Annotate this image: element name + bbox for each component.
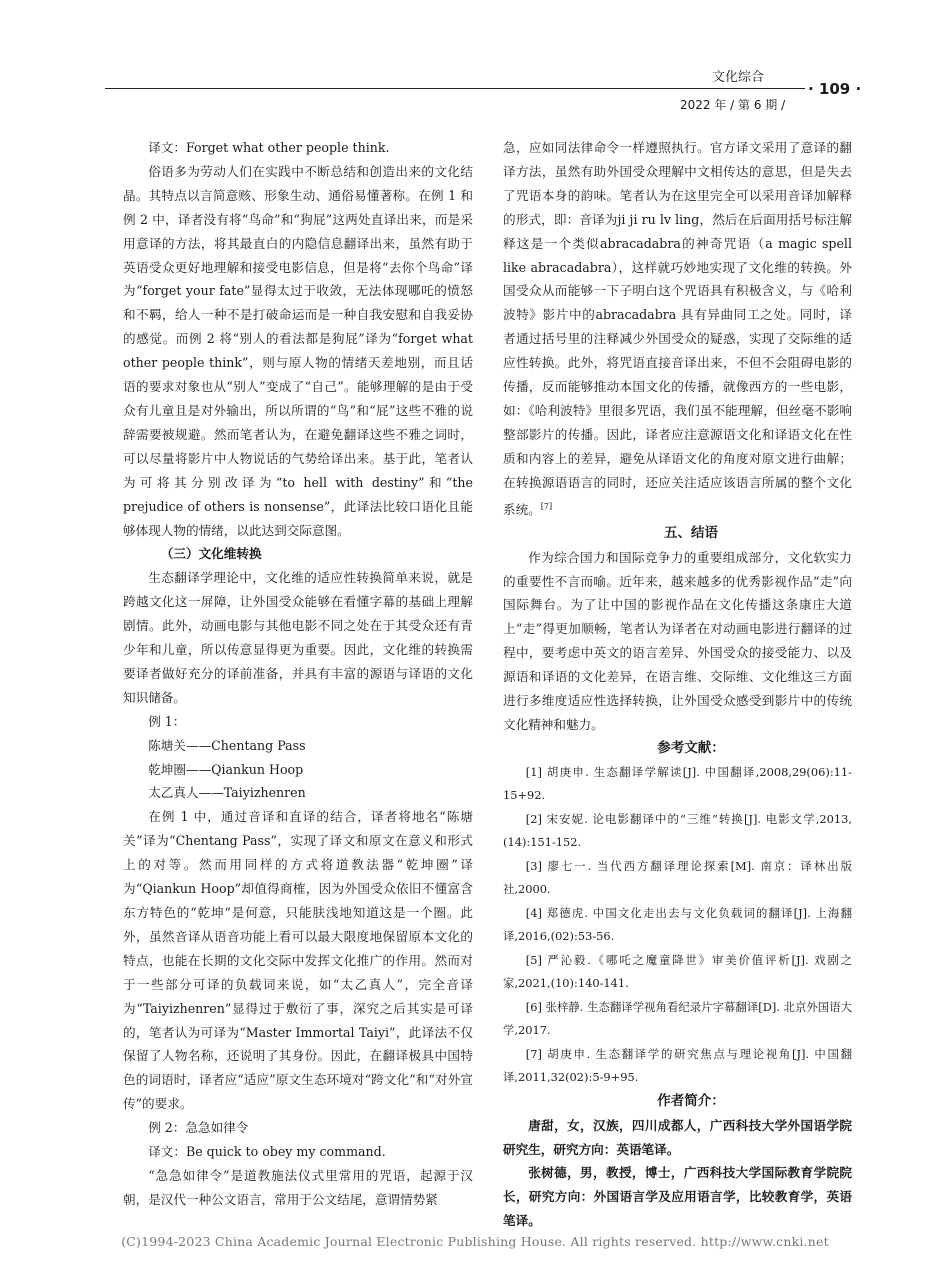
reference-item: [7] 胡庚申. 生态翻译学的研究焦点与理论视角[J]. 中国翻译,2011,32(02):5-9+95. bbox=[503, 1046, 852, 1085]
header-rule bbox=[105, 88, 805, 89]
page-number: · 109 · bbox=[808, 80, 862, 98]
paragraph: 在例 1 中，通过音译和直译的结合，译者将地名“陈塘关”译为“Chentang Pass”，实现了译文和原文在意义和形式上的对等。然而用同样的方式将道教法器“乾坤圈”译为“Qiankun Hoop”却值得商榷，因为外国受众依旧不懂富含东方特色的“乾坤”是何意，只能肤浅地知道这是一个圈。此外，虽然音译从语音功能上看可以最大限度地保留原本文化的特点，也能在长期的文化交际中发挥文化推广的作用。然而对于一些部分可译的负载词来说，如“太乙真人”，完全音译为“Taiyizhenren”显得过于敷衍了事，深究之后其实是可译的，笔者认为可译为“Master Immortal Taiyi”，此译法不仅保留了人物名称，还说明了其身份。因此，在翻译极具中国特色的词语时，译者应“适应”原文生态环境对“跨文化”和“对外宣传”的要求。 bbox=[123, 809, 473, 1112]
translation-line: 译文：Be quick to obey my command. bbox=[148, 1144, 386, 1160]
issue-label: 2022 年 / 第 6 期 / bbox=[680, 98, 786, 112]
example-label: 例 2：急急如律令 bbox=[148, 1120, 249, 1136]
right-column bbox=[503, 136, 852, 1233]
citation-marker: [7] bbox=[540, 501, 553, 511]
paragraph: “急急如律令”是道教施法仪式里常用的咒语，起源于汉朝，是汉代一种公文语言，常用于公文结尾，意谓情势紧 bbox=[123, 1167, 473, 1207]
reference-item: [6] 张梓静. 生态翻译学视角看纪录片字幕翻译[D]. 北京外国语大学,2017. bbox=[503, 999, 852, 1038]
subsection-heading: （三）文化维转换 bbox=[160, 546, 262, 562]
paragraph: 俗语多为劳动人们在实践中不断总结和创造出来的文化结晶。其特点以言简意赅、形象生动、通俗易懂著称。在例 1 和例 2 中，译者没有将“鸟命”和“狗屁”这两处直译出来，而是采用意译的方法，将其最直白的内隐信息翻译出来，虽然有助于英语受众更好地理解和接受电影信息，但是将“去你个鸟命”译为“forget your fate”显得太过于收敛，无法体现哪吒的愤怒和不羁，给人一种不是打破命运而是一种自我安慰和自我妥协的感觉。而例 2 将“别人的看法都是狗屁”译为“forget what other people think”，则与原人物的情绪天差地别，而且话语的要求对象也从“别人”变成了“自己”。能够理解的是由于受众有儿童且是对外输出，所以所谓的“鸟”和“屁”这些不雅的说辞需要被规避。然而笔者认为，在避免翻译这些不雅之词时，可以尽量将影片中人物说话的气势给译出来。基于此，笔者认为可将其分别改译为“to hell with destiny”和“the prejudice of others is nonsense”，此译法比较口语化且能够体现人物的情绪，以此达到交际意图。 bbox=[123, 163, 473, 538]
paragraph-text: 急，应如同法律命令一样遵照执行。官方译文采用了意译的翻译方法，虽然有助外国受众理解中文相传达的意思，但是失去了咒语本身的韵味。笔者认为在这里完全可以采用音译加解释的形式，即：音译为ji ji ru lv ling，然后在后面用括号标注解释这是一个类似abracadabra的神奇咒语（a magic spell like abracadabra），这样就巧妙地实现了文化维的转换。外国受众从而能够一下子明白这个咒语具有积极含义，与《哈利波特》影片中的abracadabra 具有异曲同工之处。同时，译者通过括号里的注释减少外国受众的疑惑，实现了交际维的适应性转换。此外，将咒语直接音译出来，不但不会阻碍电影的传播，反而能够推动本国文化的传播，就像西方的一些电影，如：《哈利波特》里很多咒语，我们虽不能理解，但丝毫不影响整部影片的传播。因此，译者应注意源语文化和译语文化在性质和内容上的差异，避免从译语文化的角度对原文进行曲解；在转换源语语言的同时，还应关注适应该语言所属的整个文化系统。 bbox=[503, 140, 852, 517]
example-term: 太乙真人——Taiyizhenren bbox=[148, 785, 306, 801]
reference-item: [1] 胡庚申. 生态翻译学解读[J]. 中国翻译,2008,29(06):11-15+92. bbox=[503, 764, 852, 803]
left-column bbox=[123, 136, 473, 1212]
author-bio: 张树德，男，教授，博士，广西科技大学国际教育学院院长，研究方向：外国语言学及应用语言学，比较教育学，英语笔译。 bbox=[503, 1165, 852, 1229]
example-label: 例 1： bbox=[148, 713, 186, 729]
reference-item: [3] 廖七一. 当代西方翻译理论探索[M]. 南京：译林出版社,2000. bbox=[503, 858, 852, 897]
example-term: 乾坤圈——Qiankun Hoop bbox=[148, 761, 304, 777]
author-bio: 唐甜，女，汉族，四川成都人，广西科技大学外国语学院研究生，研究方向：英语笔译。 bbox=[503, 1117, 852, 1157]
paragraph: 生态翻译学理论中，文化维的适应性转换简单来说，就是跨越文化这一屏障，让外国受众能够在看懂字幕的基础上理解剧情。此外，动画电影与其他电影不同之处在于其受众还有青少年和儿童，所以传意显得更为重要。因此，文化维的转换需要译者做好充分的译前准备，并具有丰富的源语与译语的文化知识储备。 bbox=[123, 570, 473, 705]
reference-item: [2] 宋安妮. 论电影翻译中的“三维”转换[J]. 电影文学,2013,(14):151-152. bbox=[503, 811, 852, 850]
conclusion-heading: 五、结语 bbox=[664, 524, 718, 541]
references-list bbox=[503, 761, 852, 1090]
reference-item: [5] 严沁毅.《哪吒之魔童降世》审美价值评析[J]. 戏剧之家,2021,(10):140-141. bbox=[503, 952, 852, 991]
author-heading: 作者简介： bbox=[657, 1092, 725, 1109]
paragraph bbox=[503, 136, 852, 522]
example-term: 陈塘关——Chentang Pass bbox=[148, 737, 306, 753]
references-heading: 参考文献： bbox=[657, 739, 725, 756]
author-bios bbox=[503, 1114, 852, 1234]
copyright-footer: (C)1994-2023 China Academic Journal Electronic Publishing House. All rights reserved. http://www.cnki.net bbox=[121, 1234, 829, 1249]
reference-item: [4] 郑德虎. 中国文化走出去与文化负载词的翻译[J]. 上海翻译,2016,(02):53-56. bbox=[503, 905, 852, 944]
conclusion-paragraph: 作为综合国力和国际竞争力的重要组成部分，文化软实力的重要性不言而喻。近年来，越来越多的优秀影视作品“走”向国际舞台。为了让中国的影视作品在文化传播这条康庄大道上“走”得更加顺畅，笔者认为译者在对动画电影进行翻译的过程中，要考虑中英文的语言差异、外国受众的接受能力、以及源语和译语的文化差异，在语言维、交际维、文化维这三方面进行多维度适应性选择转换，让外国受众感受到影片中的传统文化精神和魅力。 bbox=[503, 549, 852, 732]
journal-section-label: 文化综合 bbox=[712, 70, 765, 85]
paragraph: 译文：Forget what other people think. bbox=[148, 140, 390, 155]
